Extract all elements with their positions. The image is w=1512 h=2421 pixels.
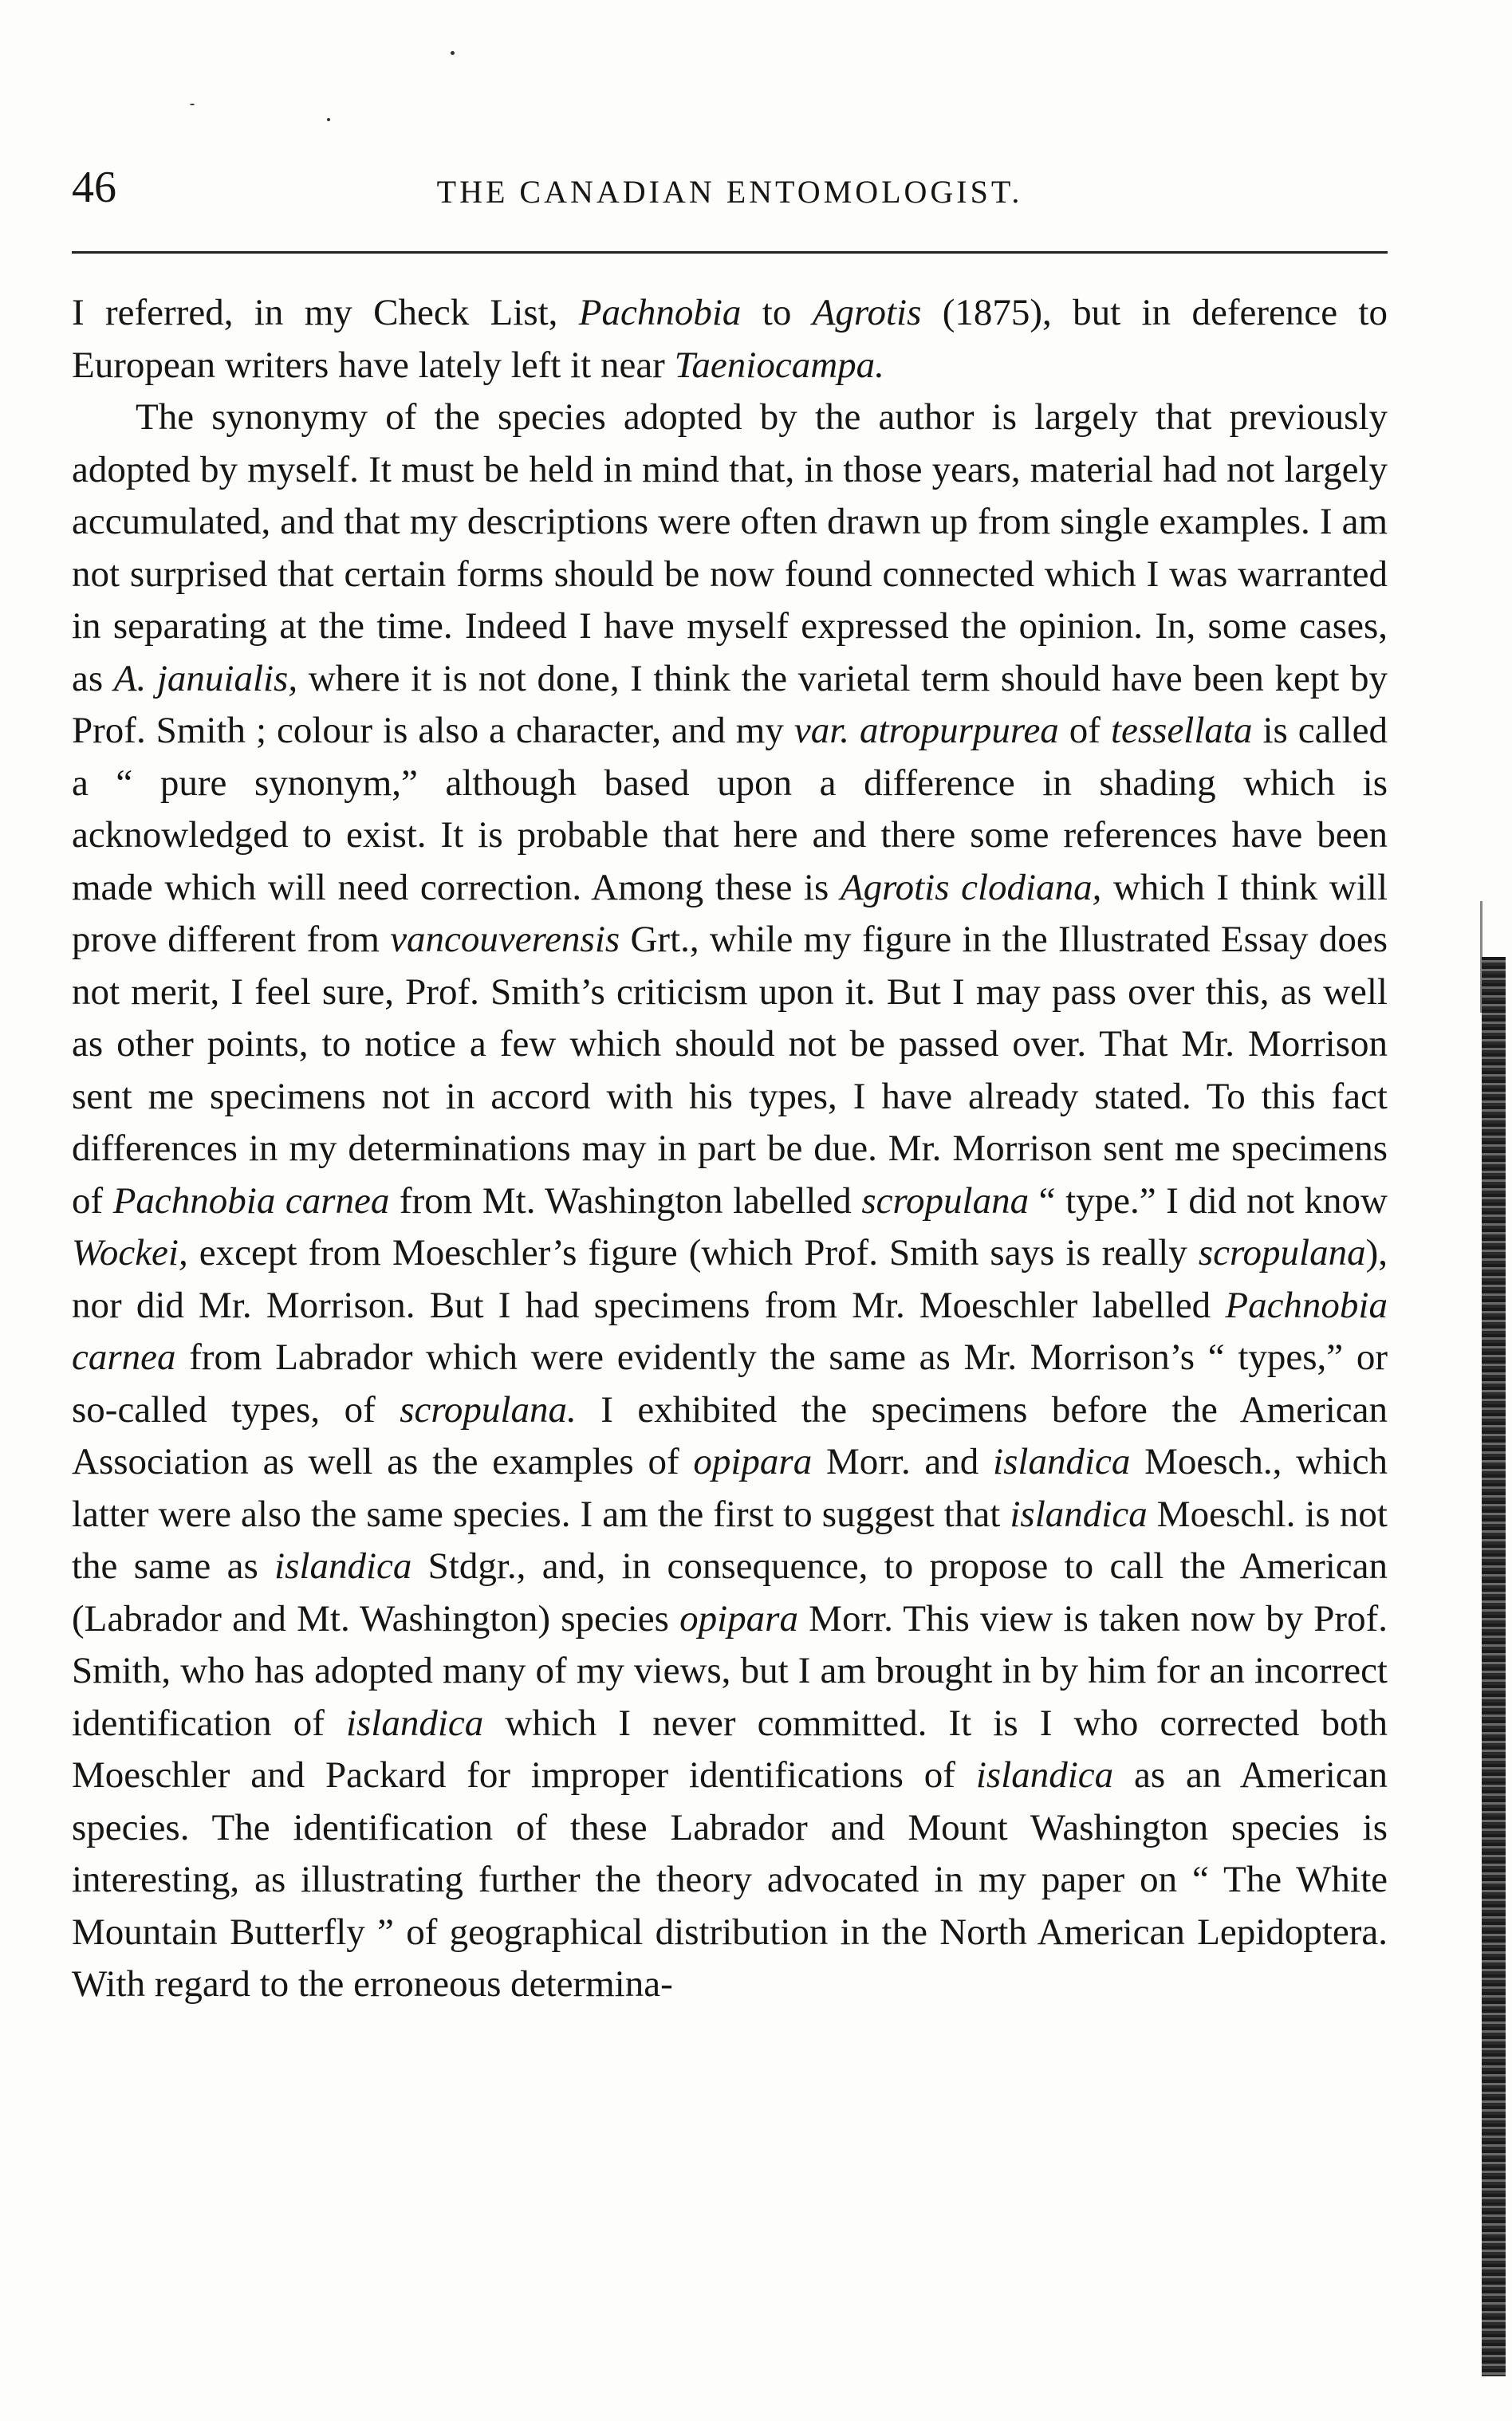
page-number: 46 xyxy=(72,163,116,212)
paragraph-2 xyxy=(72,392,1388,2011)
text-run: Morr. This view is taken now by Prof. Smith, who has adopted many of my views, but I am brought in by him for an incorrect identification of xyxy=(72,1597,1388,1744)
speck xyxy=(190,104,195,105)
text-run: which I think will prove different from xyxy=(72,866,1388,960)
text-run: is called a “ pure synonym,” although based upon a difference in shading which is acknowledged to exist. It is probable that here and there some references have been made which will need correction. Among these is xyxy=(72,710,1388,908)
italic-run: islandica xyxy=(1010,1493,1148,1535)
italic-run: A. januialis, xyxy=(113,657,298,699)
italic-run: islandica xyxy=(975,1754,1114,1796)
text-run: I referred, in my Check List, xyxy=(72,292,579,333)
italic-run: Wockei, xyxy=(72,1232,188,1273)
text-run: ), nor did Mr. Morrison. But I had specimens from Mr. Moeschler labelled xyxy=(72,1232,1388,1326)
binding-edge-strip xyxy=(1482,957,1506,2376)
italic-run: tessellata xyxy=(1110,710,1253,751)
speck xyxy=(327,118,330,121)
italic-run: scropulana. xyxy=(400,1388,577,1431)
italic-run: Taeniocampa. xyxy=(674,344,884,386)
paragraph-1 xyxy=(72,287,1388,392)
text-run: Moeschl. is not the same as xyxy=(72,1493,1388,1587)
text-run: I exhibited the specimens before the American Association as well as the examples of xyxy=(72,1388,1388,1482)
running-head: THE CANADIAN ENTOMOLOGIST. xyxy=(436,174,1023,210)
speck xyxy=(451,51,455,55)
text-run: The synonymy of the species adopted by the author is largely that previously adopted by myself. It must be held in mind that, in those years, material had not largely accumulated, and that my descriptions were often drawn up from single examples. I am not surprised that certain forms should be now found connected which I was warranted in separating at the time. Indeed I have myself expressed the opinion. In, some cases, as xyxy=(72,396,1388,699)
text-run: from Mt. Washington labelled xyxy=(389,1179,862,1222)
text-run: Grt., while my figure in the Illustrated Essay does not merit, I feel sure, Prof. Smith’s criticism upon it. But I may pass over this, as well as other points, to notice a few which should not be passed over. That Mr. Morrison sent me specimens not in accord with his types, I have already stated. To this fact differences in my determinations may in part be due. Mr. Morrison sent me specimens of xyxy=(72,919,1388,1222)
italic-run: islandica xyxy=(993,1441,1131,1482)
italic-run: Pachnobia carnea xyxy=(112,1179,390,1222)
body-text xyxy=(72,287,1388,2011)
italic-run: islandica xyxy=(274,1545,412,1587)
italic-run: var. atropurpurea xyxy=(793,710,1059,751)
italic-run: Agrotis clodiana, xyxy=(840,866,1102,908)
text-run: Moesch., which latter were also the same species. I am the first to suggest that xyxy=(72,1441,1388,1535)
italic-run: Agrotis xyxy=(812,292,922,333)
text-run: Stdgr., and, in consequence, to propose to call the American (Labrador and Mt. Washington) species xyxy=(72,1545,1388,1640)
text-run: to xyxy=(741,292,813,333)
italic-run: opipara xyxy=(693,1441,813,1482)
italic-run: Pachnobia carnea xyxy=(72,1284,1388,1378)
text-run: “ type.” I did not know xyxy=(1029,1179,1388,1222)
italic-run: scropulana xyxy=(861,1179,1030,1222)
header-rule xyxy=(72,251,1388,254)
text-run: Morr. and xyxy=(812,1441,994,1482)
italic-run: vancouverensis xyxy=(390,919,620,960)
page-header xyxy=(72,163,1388,227)
text-run: from Labrador which were evidently the same as Mr. Morrison’s “ types,” or so-called types, of xyxy=(72,1336,1388,1431)
italic-run: islandica xyxy=(345,1702,484,1744)
text-run: (1875), but in deference to European writers have lately left it near xyxy=(72,292,1388,386)
text-run: except from Moeschler’s figure (which Prof. Smith says is really xyxy=(187,1232,1199,1273)
italic-run: opipara xyxy=(679,1597,798,1640)
text-run: as an American species. The identification of these Labrador and Mount Washington species is interesting, as illustrating further the theory advocated in my paper on “ The White Mountain Butterfly ” of geographical distribution in the North American Lepidoptera. With regard to the erroneous determina- xyxy=(72,1754,1388,2005)
italic-run: Pachnobia xyxy=(578,292,742,333)
text-run: which I never committed. It is I who corrected both Moeschler and Packard for improper identifications of xyxy=(72,1702,1388,1796)
italic-run: scropulana xyxy=(1198,1232,1366,1273)
text-run: where it is not done, I think the varietal term should have been kept by Prof. Smith ; colour is also a character, and my xyxy=(72,657,1388,751)
text-run: of xyxy=(1058,710,1111,751)
